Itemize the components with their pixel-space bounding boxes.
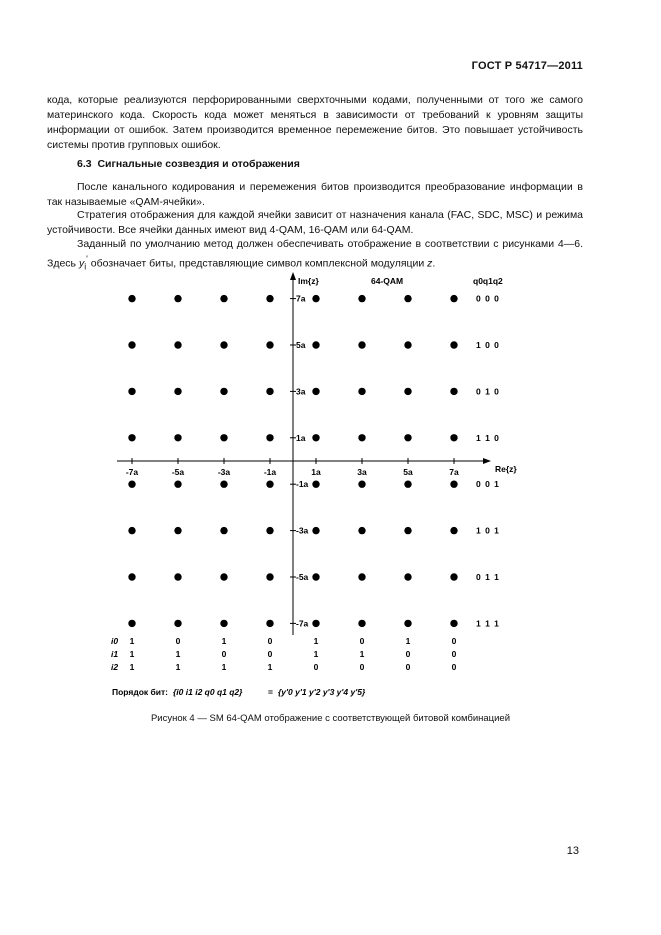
i-bit-value: 0 — [267, 636, 273, 646]
constellation-point — [220, 388, 227, 395]
paragraph-end-period: . — [432, 257, 436, 270]
constellation-point — [220, 341, 227, 348]
i-bit-value: 1 — [405, 636, 411, 646]
x-tick-label: 5a — [403, 467, 413, 477]
constellation-point — [450, 388, 457, 395]
constellation-point — [128, 388, 135, 395]
constellation-point — [312, 620, 319, 627]
constellation-point — [220, 434, 227, 441]
constellation-point — [312, 388, 319, 395]
constellation-point — [266, 620, 273, 627]
q-bits-header: q0q1q2 — [473, 276, 503, 286]
i-bit-value: 1 — [313, 636, 319, 646]
i-bit-value: 0 — [405, 662, 411, 672]
i-bit-value: 1 — [267, 662, 273, 672]
x-tick-label: -1a — [263, 467, 277, 477]
constellation-point — [450, 341, 457, 348]
constellation-point — [358, 481, 365, 488]
constellation-point — [312, 527, 319, 534]
x-tick-label: 1a — [311, 467, 321, 477]
imag-axis-arrow — [290, 272, 296, 280]
constellation-point — [358, 388, 365, 395]
constellation-point — [128, 573, 135, 580]
constellation-point — [312, 341, 319, 348]
standard-header: ГОСТ Р 54717—2011 — [471, 60, 583, 72]
bit-order-lhs: {i0 i1 i2 q0 q1 q2} — [173, 687, 243, 697]
i-bit-value: 0 — [405, 649, 411, 659]
i-bit-value: 0 — [451, 636, 457, 646]
constellation-point — [312, 434, 319, 441]
constellation-point — [128, 481, 135, 488]
x-tick-label: 7a — [449, 467, 459, 477]
i-bit-value: 0 — [221, 649, 227, 659]
i-bit-value: 0 — [175, 636, 181, 646]
constellation-point — [128, 295, 135, 302]
y-tick-label: -5a — [296, 572, 309, 582]
constellation-point — [174, 573, 181, 580]
constellation-point — [174, 434, 181, 441]
q-bit-code: 0 1 0 — [476, 386, 500, 397]
section-number: 6.3 — [77, 158, 92, 170]
constellation-point — [266, 434, 273, 441]
i-bit-label: i0 — [111, 636, 119, 646]
constellation-point — [266, 481, 273, 488]
q-bit-code: 0 0 1 — [476, 479, 500, 490]
constellation-point — [220, 573, 227, 580]
y-tick-label: 7a — [296, 293, 306, 304]
q-bit-code: 1 1 0 — [476, 432, 500, 443]
symbol-z: z — [427, 257, 433, 270]
constellation-point — [358, 620, 365, 627]
constellation-point — [266, 295, 273, 302]
paragraph-default-method — [47, 237, 583, 275]
q-bit-code: 1 1 1 — [476, 618, 500, 629]
constellation-point — [266, 341, 273, 348]
constellation-point — [266, 573, 273, 580]
i-bit-value: 1 — [221, 662, 227, 672]
i-bit-value: 0 — [267, 649, 273, 659]
paragraph-default-method-text-2: обозначает биты, представляющие символ комплексной модуляции — [87, 257, 428, 270]
constellation-point — [404, 620, 411, 627]
constellation-point — [128, 620, 135, 627]
constellation-point — [358, 341, 365, 348]
symbol-y: y — [78, 257, 85, 270]
constellation-point — [266, 388, 273, 395]
i-bit-label: i2 — [111, 662, 119, 672]
section-heading — [77, 158, 300, 170]
constellation-point — [220, 481, 227, 488]
q-bit-code: 1 0 0 — [476, 340, 500, 350]
page-number: 13 — [566, 845, 579, 857]
i-bit-value: 0 — [451, 662, 457, 672]
constellation-point — [450, 295, 457, 302]
constellation-point — [174, 388, 181, 395]
x-tick-label: 3a — [357, 467, 367, 477]
constellation-point — [220, 527, 227, 534]
constellation-point — [404, 388, 411, 395]
i-bit-value: 1 — [175, 649, 181, 659]
paragraph-mapping-strategy: Стратегия отображения для каждой ячейки зависит от назначения канала (FAC, SDC, MSC) и режима устойчивости. Все ячейки данных имеют вид 4-QAM, 16-QAM или 64-QAM. — [47, 209, 583, 236]
y-tick-label: -7a — [296, 618, 309, 629]
i-bit-value: 1 — [313, 649, 319, 659]
modulation-label: 64-QAM — [371, 276, 404, 286]
constellation-point — [312, 295, 319, 302]
constellation-point — [312, 573, 319, 580]
q-bit-code: 1 0 1 — [476, 525, 500, 536]
i-bit-value: 0 — [313, 662, 319, 672]
q-bit-code: 0 0 0 — [476, 293, 500, 304]
paragraph-qam-cells: После канального кодирования и перемежения битов производится преобразование информации в так называемые «QAM-ячейки». — [47, 181, 583, 208]
y-tick-label: -3a — [296, 525, 309, 536]
y-tick-label: 5a — [296, 340, 306, 350]
i-bit-value: 1 — [175, 662, 181, 672]
constellation-point — [450, 573, 457, 580]
constellation-point — [174, 295, 181, 302]
constellation-point — [450, 527, 457, 534]
paragraph-default-method-text: Заданный по умолчанию метод должен обеспечивать отображение в соответствии с рисунками 4—6. Здесь — [47, 238, 583, 270]
i-bit-value: 1 — [359, 649, 365, 659]
constellation-point — [312, 481, 319, 488]
constellation-point — [358, 573, 365, 580]
symbol-y-subscript: i — [84, 261, 87, 272]
constellation-point — [450, 434, 457, 441]
i-bit-value: 0 — [359, 662, 365, 672]
y-tick-label: 1a — [296, 432, 306, 443]
y-tick-label: -1a — [296, 479, 309, 490]
constellation-point — [404, 341, 411, 348]
constellation-point — [404, 527, 411, 534]
symbol-y-prime: ' — [86, 254, 88, 264]
i-bit-label: i1 — [111, 649, 119, 659]
constellation-point — [358, 295, 365, 302]
real-axis-arrow — [483, 458, 491, 464]
constellation-point — [128, 341, 135, 348]
constellation-point — [266, 527, 273, 534]
constellation-point — [404, 434, 411, 441]
paragraph-code-rate: кода, которые реализуются перфорированными сверхточными кодами, полученными от того же самого материнского кода. Скорость кода может меняться в зависимости от требований к уровням защиты информации от ошибок. Затем производится временное перемежение битов. Это повышает устойчивость системы против групповых ошибок. — [47, 94, 583, 151]
section-title: Сигнальные созвездия и отображения — [97, 158, 300, 170]
i-bit-value: 1 — [129, 636, 135, 646]
constellation-point — [174, 620, 181, 627]
imag-axis-label: Im{z} — [298, 276, 319, 286]
i-bit-value: 1 — [221, 636, 227, 646]
constellation-point — [450, 481, 457, 488]
figure-caption: Рисунок 4 — SM 64-QAM отображение с соответствующей битовой комбинацией — [150, 713, 511, 724]
constellation-point — [358, 434, 365, 441]
constellation-point — [128, 527, 135, 534]
constellation-point — [404, 295, 411, 302]
y-tick-label: 3a — [296, 386, 306, 397]
i-bit-value: 1 — [129, 662, 135, 672]
constellation-figure — [0, 270, 661, 710]
constellation-point — [358, 527, 365, 534]
constellation-point — [404, 573, 411, 580]
x-tick-label: -7a — [125, 467, 139, 477]
i-bit-value: 1 — [129, 649, 135, 659]
constellation-point — [128, 434, 135, 441]
constellation-point — [450, 620, 457, 627]
bit-order-label: Порядок бит: — [112, 687, 169, 697]
x-tick-label: -3a — [217, 467, 231, 477]
constellation-point — [404, 481, 411, 488]
constellation-point — [220, 295, 227, 302]
bit-order-rhs: {y'0 y'1 y'2 y'3 y'4 y'5} — [278, 687, 366, 697]
bit-order-equals: = — [268, 687, 273, 697]
constellation-point — [174, 527, 181, 534]
constellation-point — [174, 481, 181, 488]
i-bit-value: 0 — [359, 636, 365, 646]
re-axis-label: Re{z} — [495, 464, 517, 474]
i-bit-value: 0 — [451, 649, 457, 659]
constellation-point — [220, 620, 227, 627]
q-bit-code: 0 1 1 — [476, 572, 500, 582]
constellation-point — [174, 341, 181, 348]
x-tick-label: -5a — [171, 467, 185, 477]
